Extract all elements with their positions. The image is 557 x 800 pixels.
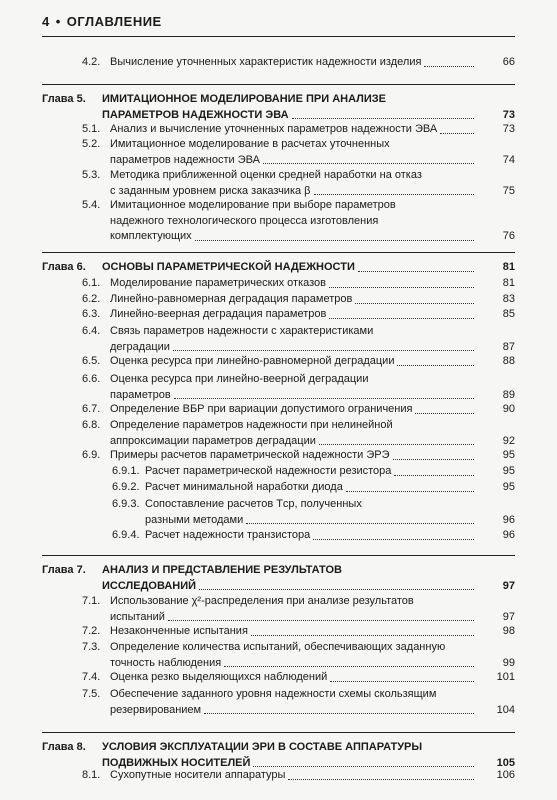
dot-leader: [288, 779, 474, 780]
entry-title-line: Оценка ресурса при линейно-веерной деградации: [110, 373, 369, 385]
chapter-label: Глава 7.: [42, 564, 86, 576]
page-reference: 73: [502, 108, 515, 121]
entry-title-line: ПОДВИЖНЫХ НОСИТЕЛЕЙ: [102, 756, 251, 769]
dot-leader: [329, 287, 474, 288]
chapter-rule: [42, 252, 515, 253]
entry-title-line: УСЛОВИЯ ЭКСПЛУАТАЦИИ ЭРИ В СОСТАВЕ АППАРАТУРЫ: [102, 741, 423, 753]
entry-title-line: АНАЛИЗ И ПРЕДСТАВЛЕНИЕ РЕЗУЛЬТАТОВ: [102, 564, 342, 576]
chapter-label: Глава 5.: [42, 93, 86, 105]
dot-leader: [168, 620, 474, 621]
page-reference: 96: [502, 529, 515, 541]
page-reference: 81: [502, 261, 515, 273]
entry-title-line: Обеспечение заданного уровня надежности схемы скользящим: [110, 688, 437, 700]
section-number: 6.4.: [82, 325, 101, 337]
page-number: 4: [42, 14, 50, 29]
dot-leader: [319, 444, 474, 445]
entry-title-line: Вычисление уточненных характеристик надежности изделия: [110, 56, 422, 68]
section-number: 4.2.: [82, 56, 101, 68]
dot-leader: [246, 523, 474, 524]
entry-title-line: точность наблюдения: [110, 656, 222, 669]
section-number: 6.5.: [82, 355, 101, 367]
dot-leader: [313, 539, 474, 540]
entry-title-line: Оценка резко выделяющихся наблюдений: [110, 671, 328, 683]
entry-title-line: испытаний: [110, 610, 165, 623]
entry-title-line: Имитационное моделирование в расчетах уточненных: [110, 138, 390, 150]
page-reference: 90: [502, 403, 515, 415]
entry-title-line: резервированием: [110, 703, 202, 716]
page-reference: 83: [502, 293, 515, 305]
section-number: 6.9.1.: [112, 465, 140, 477]
chapter-label: Глава 6.: [42, 261, 86, 273]
section-number: 6.9.4.: [112, 529, 140, 541]
entry-title-line: ПАРАМЕТРОВ НАДЕЖНОСТИ ЭВА: [102, 108, 289, 121]
dot-leader: [292, 118, 474, 119]
header-rule: [42, 36, 515, 37]
dot-leader: [253, 766, 474, 767]
page-reference: 99: [502, 656, 515, 669]
page-reference: 104: [496, 703, 515, 716]
dot-leader: [355, 303, 474, 304]
entry-title-line: Линейно-веерная деградация параметров: [110, 308, 327, 320]
section-number: 5.1.: [82, 123, 101, 135]
page-reference: 96: [502, 513, 515, 526]
page-reference: 85: [502, 308, 515, 320]
chapter-label: Глава 8.: [42, 741, 86, 753]
page-reference: 95: [502, 465, 515, 477]
entry-title-line: ИМИТАЦИОННОЕ МОДЕЛИРОВАНИЕ ПРИ АНАЛИЗЕ: [102, 93, 387, 105]
dot-leader: [224, 666, 474, 667]
entry-title-line: разными методами: [145, 513, 244, 526]
dot-leader: [314, 194, 474, 195]
chapter-rule: [42, 555, 515, 556]
dot-leader: [195, 240, 474, 241]
section-number: 6.2.: [82, 293, 101, 305]
page-header: [42, 14, 162, 29]
section-number: 6.6.: [82, 373, 101, 385]
entry-title-line: параметров надежности ЭВА: [110, 153, 260, 166]
page-reference: 106: [496, 769, 515, 781]
entry-title-line: Методика приближенной оценки средней наработки на отказ: [110, 169, 422, 181]
entry-title-line: Линейно-равномерная деградация параметров: [110, 293, 353, 305]
entry-title-line: с заданным уровнем риска заказчика β: [110, 184, 311, 197]
page-reference: 81: [502, 277, 515, 289]
section-number: 5.3.: [82, 169, 101, 181]
entry-title-line: Определение параметров надежности при нелинейной: [110, 419, 393, 431]
section-number: 7.3.: [82, 641, 101, 653]
section-number: 6.9.: [82, 449, 101, 461]
entry-title-line: Незаконченные испытания: [110, 625, 248, 637]
entry-title-line: Сухопутные носители аппаратуры: [110, 769, 286, 781]
section-number: 6.3.: [82, 308, 101, 320]
page-reference: 101: [496, 671, 515, 683]
chapter-rule: [42, 732, 515, 733]
page-reference: 92: [502, 434, 515, 447]
entry-title-line: Примеры расчетов параметрической надежности ЭРЭ: [110, 449, 390, 461]
running-title: ОГЛАВЛЕНИЕ: [66, 14, 162, 29]
entry-title-line: Определение ВБР при вариации допустимого ограничения: [110, 403, 413, 415]
dot-leader: [263, 163, 474, 164]
entry-title-line: ИССЛЕДОВАНИЙ: [102, 579, 197, 592]
entry-title-line: Сопоставление расчетов Tср, полученных: [145, 498, 362, 510]
page-reference: 87: [502, 340, 515, 353]
dot-leader: [424, 66, 474, 67]
entry-title-line: деградации: [110, 340, 170, 353]
entry-title-line: комплектующих: [110, 230, 192, 242]
section-number: 5.4.: [82, 199, 101, 211]
dot-leader: [440, 133, 474, 134]
page-reference: 95: [502, 449, 515, 461]
page-reference: 75: [502, 184, 515, 197]
dot-leader: [358, 271, 474, 272]
section-number: 6.9.2.: [112, 481, 140, 493]
page-reference: 95: [502, 481, 515, 493]
page-reference: 66: [502, 56, 515, 68]
dot-leader: [346, 491, 474, 492]
dot-leader: [330, 681, 474, 682]
section-number: 7.2.: [82, 625, 101, 637]
section-number: 6.1.: [82, 277, 101, 289]
dot-leader: [393, 459, 474, 460]
entry-title-line: Расчет надежности транзистора: [145, 529, 311, 541]
chapter-rule: [42, 84, 515, 85]
entry-title-line: ОСНОВЫ ПАРАМЕТРИЧЕСКОЙ НАДЕЖНОСТИ: [102, 261, 355, 273]
entry-title-line: Моделирование параметрических отказов: [110, 277, 326, 289]
page-reference: 88: [502, 355, 515, 367]
page-reference: 105: [496, 756, 515, 769]
dot-leader: [397, 365, 474, 366]
bullet-separator: •: [55, 14, 61, 29]
entry-title-line: Использование χ²-распределения при анализе результатов: [110, 595, 414, 607]
section-number: 6.9.3.: [112, 498, 140, 510]
section-number: 7.4.: [82, 671, 101, 683]
dot-leader: [173, 350, 474, 351]
section-number: 7.5.: [82, 688, 101, 700]
page-reference: 97: [502, 610, 515, 623]
dot-leader: [174, 398, 474, 399]
page-reference: 98: [502, 625, 515, 637]
section-number: 7.1.: [82, 595, 101, 607]
page-reference: 97: [502, 579, 515, 592]
page-reference: 73: [502, 123, 515, 135]
entry-title-line: Оценка ресурса при линейно-равномерной деградации: [110, 355, 395, 367]
dot-leader: [394, 475, 474, 476]
entry-title-line: Связь параметров надежности с характеристиками: [110, 325, 374, 337]
entry-title-line: параметров: [110, 388, 171, 401]
section-number: 5.2.: [82, 138, 101, 150]
section-number: 8.1.: [82, 769, 101, 781]
dot-leader: [329, 318, 474, 319]
entry-title-line: Анализ и вычисление уточненных параметров надежности ЭВА: [110, 123, 438, 135]
entry-title-line: Имитационное моделирование при выборе параметров: [110, 199, 396, 211]
entry-title-line: Определение количества испытаний, обеспечивающих заданную: [110, 641, 446, 653]
dot-leader: [204, 713, 474, 714]
page-reference: 89: [502, 388, 515, 401]
entry-title-line: Расчет параметрической надежности резистора: [145, 465, 392, 477]
entry-title-line: аппроксимации параметров деградации: [110, 434, 316, 447]
page-reference: 74: [502, 153, 515, 166]
section-number: 6.7.: [82, 403, 101, 415]
section-number: 6.8.: [82, 419, 101, 431]
entry-title-line: надежного технологического процесса изготовления: [110, 214, 379, 227]
dot-leader: [251, 635, 474, 636]
page-reference: 76: [502, 230, 515, 242]
entry-title-line: Расчет минимальной наработки диода: [145, 481, 343, 493]
dot-leader: [199, 589, 474, 590]
dot-leader: [415, 413, 474, 414]
